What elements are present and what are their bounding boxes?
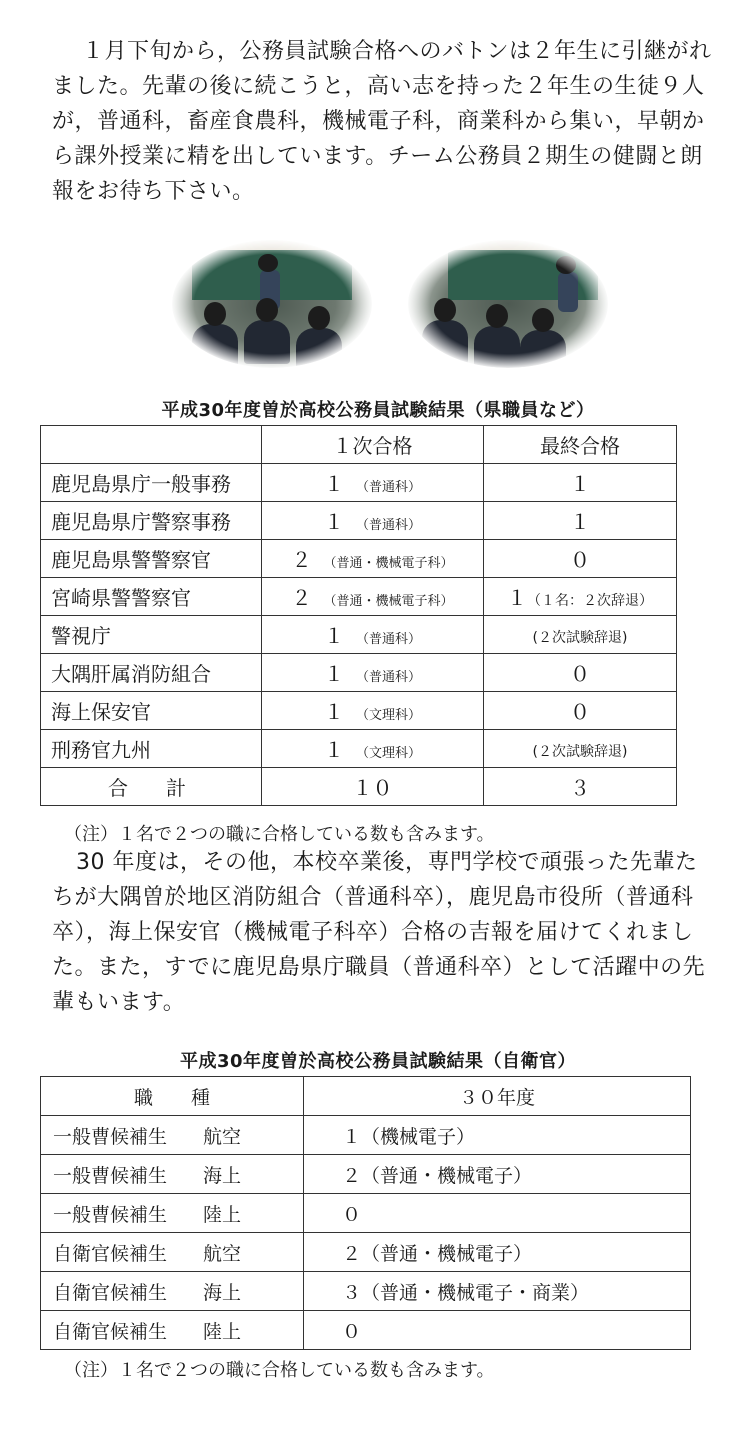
rank-cell: 自衛官候補生 航空 [41, 1233, 304, 1272]
first-pass-cell: １ （普通科） [262, 502, 484, 540]
job-name: 鹿児島県庁一般事務 [41, 464, 262, 502]
final-pass-cell: １（１名：２次辞退） [484, 578, 677, 616]
first-pass-cell: ２ （普通・機械電子科） [262, 540, 484, 578]
table-row [41, 730, 677, 768]
job-name: 宮崎県警警察官 [41, 578, 262, 616]
header-cell: １次合格 [262, 426, 484, 464]
table-row [41, 1311, 691, 1350]
table-row [41, 1233, 691, 1272]
table-row [41, 692, 677, 730]
final-pass-cell: ０ [484, 692, 677, 730]
first-pass-cell: １ （文理科） [262, 730, 484, 768]
table1-note: （注）１名で２つの職に合格している数も含みます。 [64, 824, 495, 845]
table-header-row [41, 1077, 691, 1116]
table-header-row [41, 426, 677, 464]
table-row [41, 502, 677, 540]
table-row [41, 464, 677, 502]
total-row [41, 768, 677, 806]
classroom-photos [172, 240, 612, 370]
rank-cell: 一般曹候補生 海上 [41, 1155, 304, 1194]
job-name: 鹿児島県庁警察事務 [41, 502, 262, 540]
final-pass-cell: (２次試験辞退) [484, 730, 677, 768]
final-pass-cell: １ [484, 502, 677, 540]
table1-caption: 平成30年度曽於高校公務員試験結果（県職員など） [161, 400, 595, 421]
first-pass-cell: １ （普通科） [262, 654, 484, 692]
final-pass-cell: ０ [484, 540, 677, 578]
table-row [41, 578, 677, 616]
value-cell: ０ [304, 1311, 691, 1350]
total-first-pass: １０ [262, 768, 484, 806]
first-pass-cell: １ （文理科） [262, 692, 484, 730]
first-pass-cell: １ （普通科） [262, 616, 484, 654]
table-row [41, 654, 677, 692]
value-cell: ３（普通・機械電子・商業） [304, 1272, 691, 1311]
table-row [41, 616, 677, 654]
total-final-pass: ３ [484, 768, 677, 806]
rank-cell: 自衛官候補生 海上 [41, 1272, 304, 1311]
job-name: 海上保安官 [41, 692, 262, 730]
final-pass-cell: ０ [484, 654, 677, 692]
sdf-results-table [40, 1076, 691, 1350]
header-cell: 最終合格 [484, 426, 677, 464]
rank-cell: 自衛官候補生 陸上 [41, 1311, 304, 1350]
first-pass-cell: １ （普通科） [262, 464, 484, 502]
table-row [41, 1155, 691, 1194]
job-name: 警視庁 [41, 616, 262, 654]
value-cell: ２（普通・機械電子） [304, 1155, 691, 1194]
middle-paragraph: 30 年度は，その他，本校卒業後，専門学校で頑張った先輩たちが大隅曽於地区消防組合（普通科卒），鹿児島市役所（普通科卒），海上保安官（機械電子科卒）合格の吉報を届けてくれました。また，すでに鹿児島県庁職員（普通科卒）として活躍中の先輩もいます。 [52, 850, 706, 1015]
first-pass-cell: ２ （普通・機械電子科） [262, 578, 484, 616]
table-row [41, 540, 677, 578]
header-cell: ３０年度 [304, 1077, 691, 1116]
header-cell: 職 種 [41, 1077, 304, 1116]
table2-note: （注）１名で２つの職に合格している数も含みます。 [64, 1360, 495, 1381]
value-cell: １（機械電子） [304, 1116, 691, 1155]
classroom-photo-left [172, 240, 372, 368]
rank-cell: 一般曹候補生 陸上 [41, 1194, 304, 1233]
intro-paragraph: １月下旬から，公務員試験合格へのバトンは２年生に引継がれました。先輩の後に続こうと，高い志を持った２年生の生徒９人が，普通科，畜産食農科，機械電子科，商業科から集い，早朝から課外授業に精を出しています。チーム公務員２期生の健闘と朗報をお待ち下さい。 [52, 39, 712, 204]
table2-caption: 平成30年度曽於高校公務員試験結果（自衛官） [179, 1051, 577, 1072]
rank-cell: 一般曹候補生 航空 [41, 1116, 304, 1155]
job-name: 大隅肝属消防組合 [41, 654, 262, 692]
header-cell [41, 426, 262, 464]
job-name: 鹿児島県警警察官 [41, 540, 262, 578]
final-pass-cell: １ [484, 464, 677, 502]
total-label: 合計 [41, 768, 262, 806]
final-pass-cell: (２次試験辞退) [484, 616, 677, 654]
table-row [41, 1194, 691, 1233]
value-cell: ２（普通・機械電子） [304, 1233, 691, 1272]
table-row [41, 1272, 691, 1311]
exam-results-table [40, 425, 677, 806]
job-name: 刑務官九州 [41, 730, 262, 768]
table-row [41, 1116, 691, 1155]
classroom-photo-right [408, 240, 608, 368]
value-cell: ０ [304, 1194, 691, 1233]
